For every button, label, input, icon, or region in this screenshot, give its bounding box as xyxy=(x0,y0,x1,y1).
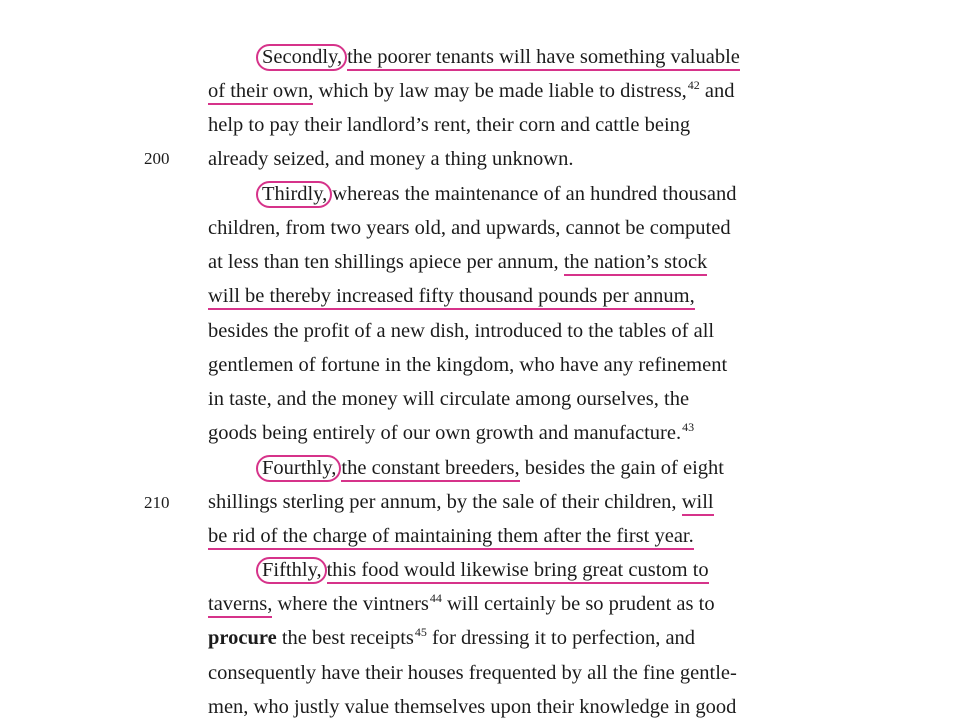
underlined-phrase: be rid of the charge of maintaining them after the first year. xyxy=(208,525,694,550)
text-run: where the vintners xyxy=(272,593,429,615)
text-run: besides the gain of eight xyxy=(519,457,724,479)
text-line xyxy=(208,621,695,655)
text-line xyxy=(208,74,735,108)
text-line xyxy=(256,553,709,587)
text-run: the best receipts xyxy=(276,627,414,649)
text-run: and xyxy=(699,80,735,102)
underlined-phrase: the constant breeders, xyxy=(341,457,519,482)
circled-word: Fifthly, xyxy=(256,557,327,584)
text-run: which by law may be made liable to distress, xyxy=(313,80,687,102)
text-line: consequently have their houses frequented by all the fine gentle- xyxy=(208,662,737,684)
text-line xyxy=(208,485,714,519)
circled-word: Fourthly, xyxy=(256,455,341,482)
footnote-ref: 43 xyxy=(682,420,695,434)
circled-word: Thirdly, xyxy=(256,181,332,208)
text-line: besides the profit of a new dish, introduced to the tables of all xyxy=(208,320,715,342)
underlined-phrase: will xyxy=(682,491,714,516)
underlined-phrase: taverns, xyxy=(208,593,272,618)
bold-word: procure xyxy=(208,627,277,649)
text-line: children, from two years old, and upwards, cannot be computed xyxy=(208,217,731,239)
footnote-ref: 45 xyxy=(414,625,427,639)
text-run: will certainly be so prudent as to xyxy=(441,593,715,615)
text-line xyxy=(208,279,695,313)
text-line xyxy=(208,416,694,450)
footnote-ref: 42 xyxy=(687,78,700,92)
underlined-phrase: the poorer tenants will have something valuable xyxy=(347,46,740,71)
text-run: for dressing it to perfection, and xyxy=(426,627,696,649)
line-number-200: 200 xyxy=(144,149,170,168)
circled-word: Secondly, xyxy=(256,44,347,71)
text-run: goods being entirely of our own growth and manufacture. xyxy=(208,422,682,444)
text-line xyxy=(208,245,707,279)
underlined-phrase: of their own, xyxy=(208,80,313,105)
text-line xyxy=(256,40,740,74)
text-run: at less than ten shillings apiece per annum, xyxy=(208,251,564,273)
text-line xyxy=(256,177,736,211)
text-line: help to pay their landlord’s rent, their corn and cattle being xyxy=(208,114,691,136)
text-line xyxy=(208,587,715,621)
text-line xyxy=(256,451,724,485)
footnote-ref: 44 xyxy=(429,591,442,605)
text-line xyxy=(208,519,694,553)
text-line: in taste, and the money will circulate among ourselves, the xyxy=(208,388,690,410)
text-line: gentlemen of fortune in the kingdom, who have any refinement xyxy=(208,354,728,376)
underlined-phrase: this food would likewise bring great custom to xyxy=(327,559,709,584)
underlined-phrase: will be thereby increased fifty thousand pounds per annum, xyxy=(208,285,695,310)
text-run: whereas the maintenance of an hundred thousand xyxy=(332,183,737,205)
line-number-210: 210 xyxy=(144,493,170,512)
underlined-phrase: the nation’s stock xyxy=(564,251,707,276)
text-line: already seized, and money a thing unknown. xyxy=(208,148,574,170)
text-run: shillings sterling per annum, by the sale of their children, xyxy=(208,491,682,513)
text-line: men, who justly value themselves upon their knowledge in good xyxy=(208,696,737,718)
